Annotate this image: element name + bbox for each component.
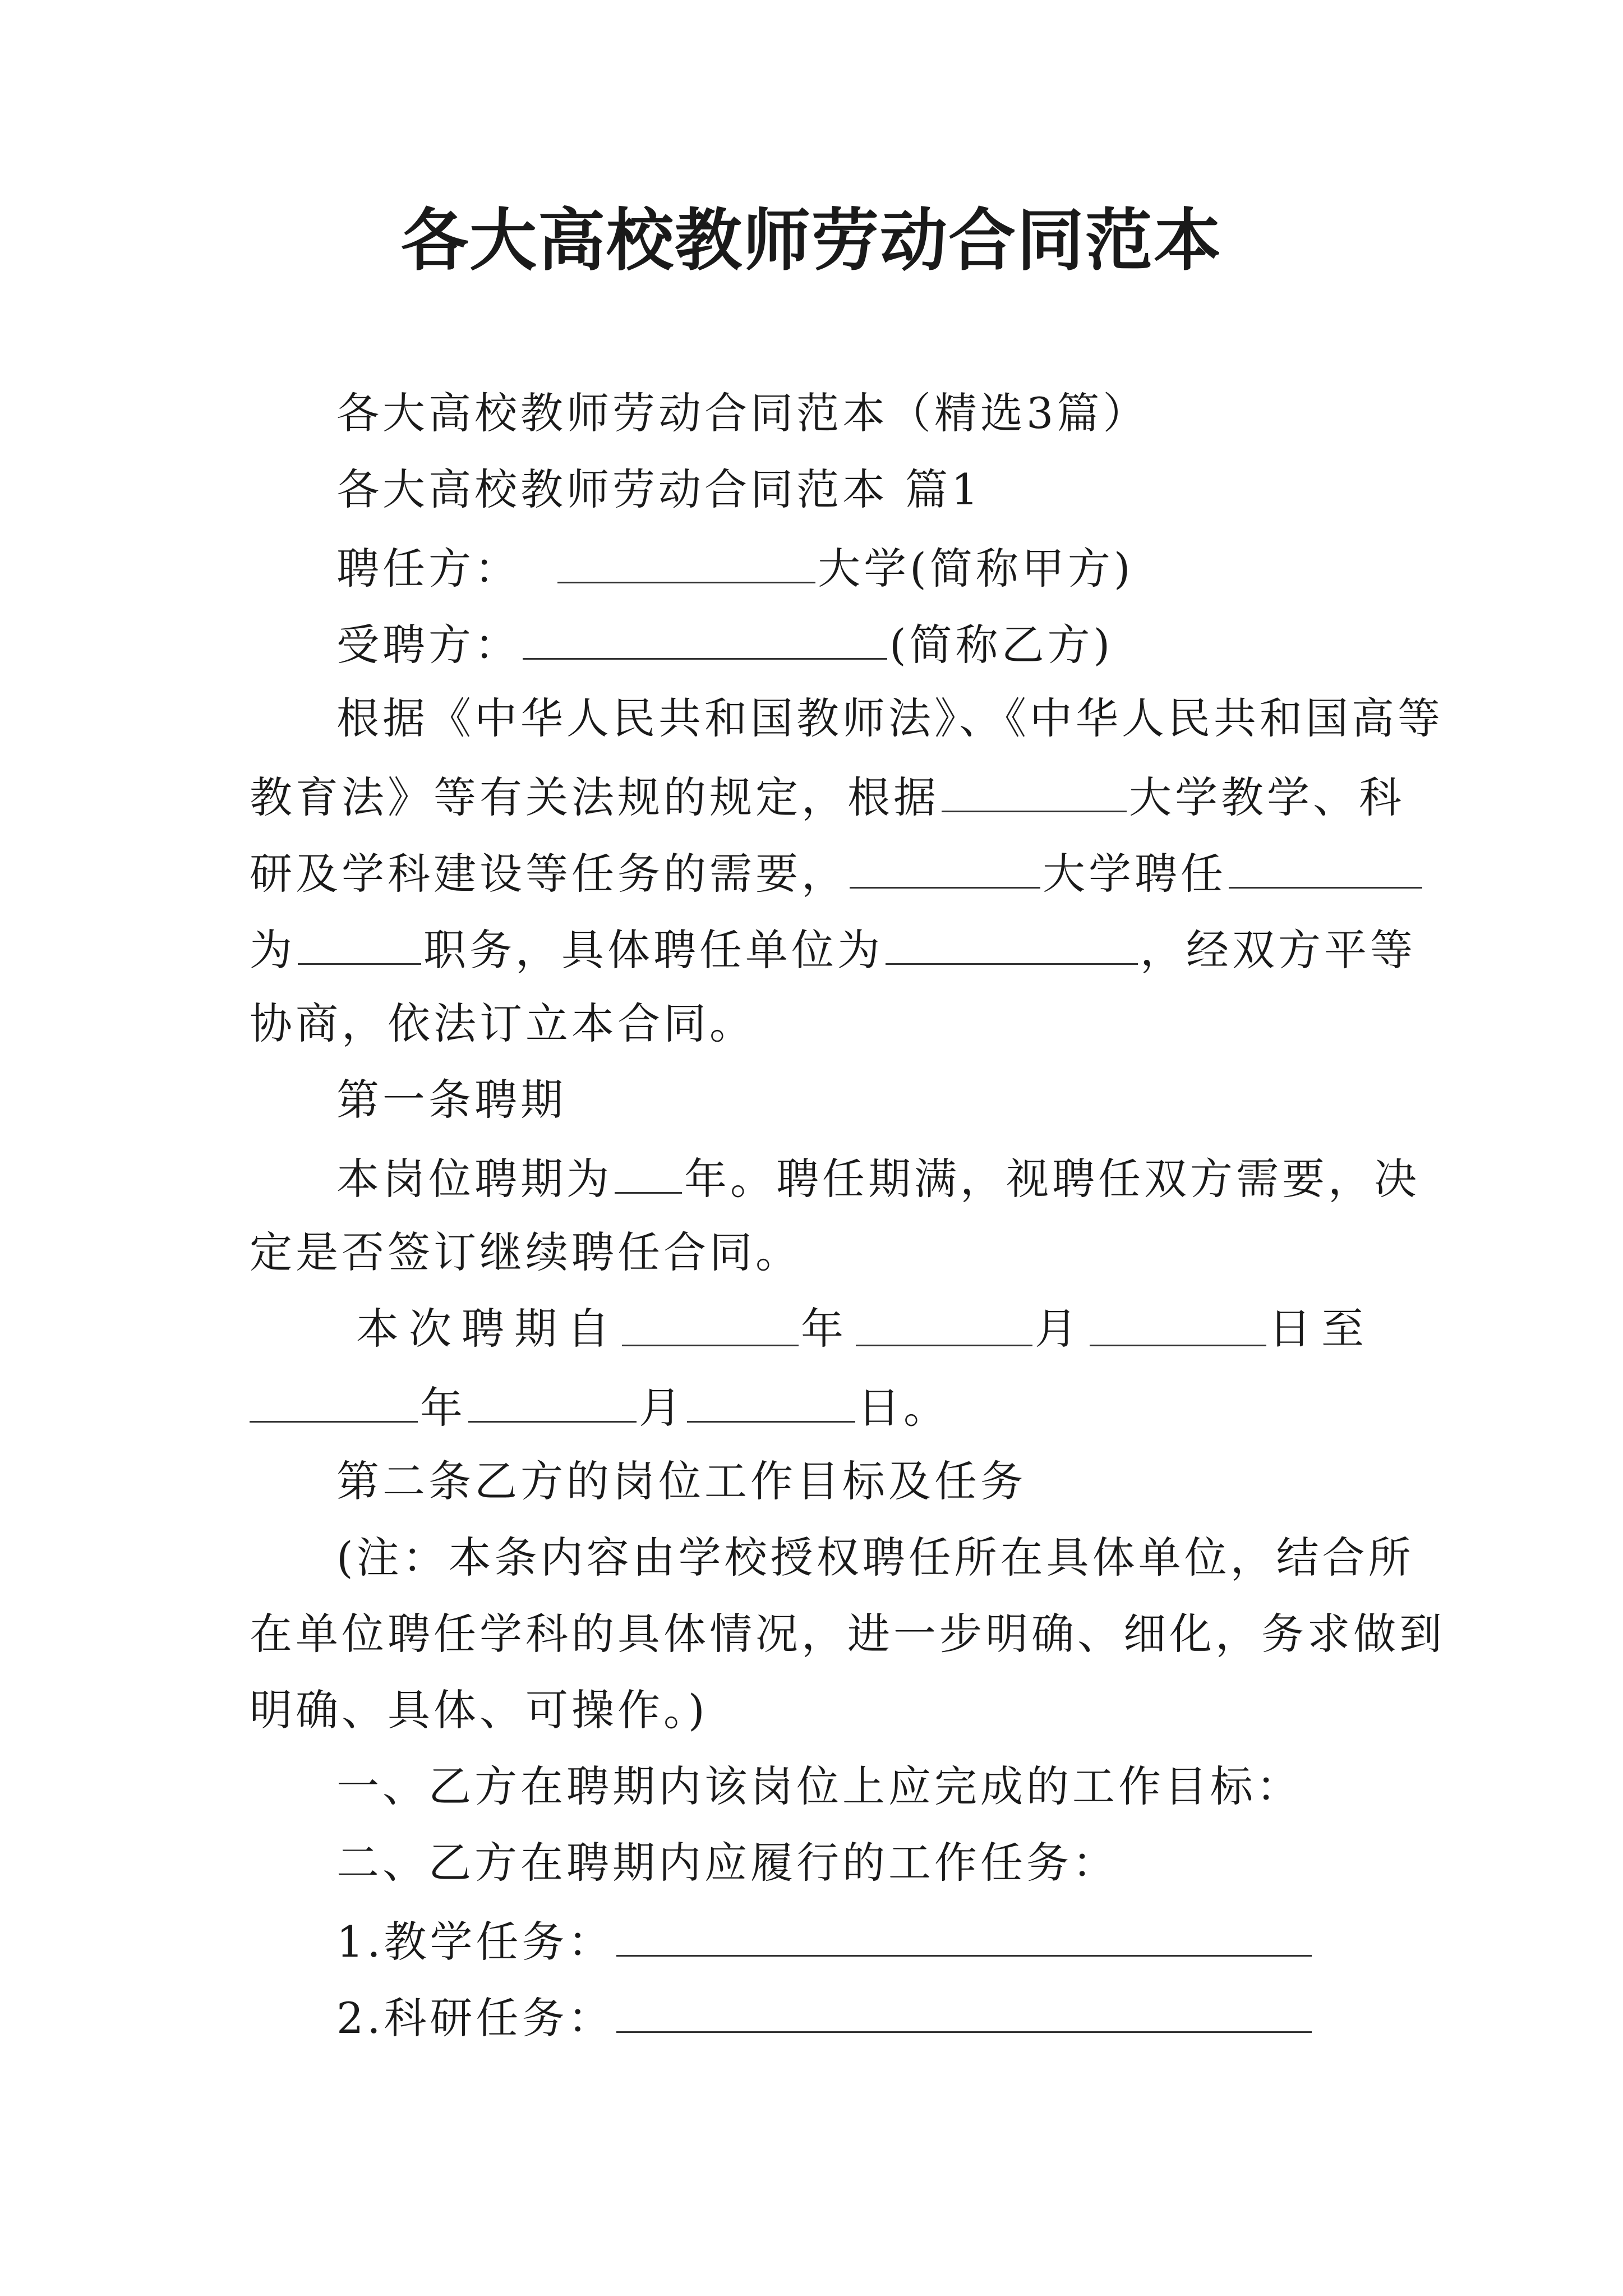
end-month-label: 月 — [639, 1383, 685, 1433]
note-line3: 明确、具体、可操作。) — [250, 1685, 708, 1735]
paragraph-line — [250, 1148, 1420, 1207]
unit-blank — [886, 919, 1138, 965]
start-month-blank — [856, 1301, 1032, 1346]
paragraph-line — [250, 1682, 1374, 1738]
subtitle-line — [250, 385, 1374, 441]
employer-line — [250, 538, 1374, 597]
p1-line2-b: 大学教学、科 — [1129, 772, 1405, 822]
article2-heading: 第二条乙方的岗位工作目标及任务 — [336, 1456, 1026, 1506]
list-item — [250, 1987, 1374, 2046]
paragraph-line — [250, 1225, 1374, 1281]
end-day-label: 日。 — [857, 1383, 949, 1433]
p1-line1: 根据《中华人民共和国教师法》、《中华人民共和国高等 — [336, 693, 1444, 743]
tasks-item: 二、乙方在聘期内应履行的工作任务： — [336, 1838, 1118, 1888]
note-line2: 在单位聘任学科的具体情况，进一步明确、细化，务求做到 — [250, 1609, 1445, 1659]
term-start-label: 本次聘期自 — [356, 1304, 620, 1354]
art1-line2: 定是否签订继续聘任合同。 — [250, 1227, 801, 1277]
p1-line5: 协商，依法订立本合同。 — [250, 999, 755, 1048]
paragraph-line — [250, 1606, 1445, 1662]
appointee-blank — [1229, 843, 1422, 889]
p1-line4-a: 为 — [250, 925, 296, 975]
article1-heading: 第一条聘期 — [336, 1075, 566, 1125]
teaching-task-label: 1.教学任务： — [336, 1917, 614, 1967]
end-day-blank — [687, 1377, 855, 1423]
p1-line2-a: 教育法》等有关法规的规定，根据 — [250, 772, 939, 822]
p1-line4-b: 职务，具体聘任单位为 — [423, 925, 883, 975]
article-heading-line — [250, 1453, 1374, 1510]
list-item — [250, 1835, 1374, 1891]
term-end-line — [250, 1377, 1374, 1436]
term-year-label: 年 — [801, 1304, 854, 1354]
p1-line3-b: 大学聘任 — [1043, 849, 1227, 899]
research-task-blank — [616, 1987, 1312, 2033]
employee-suffix: (简称乙方) — [889, 620, 1114, 670]
research-task-label: 2.科研任务： — [336, 1993, 614, 2043]
end-month-blank — [468, 1377, 637, 1423]
term-month-label: 月 — [1035, 1304, 1087, 1354]
employer-label: 聘任方： — [336, 544, 520, 593]
end-year-blank — [250, 1377, 418, 1423]
p1-line4-c: ，经双方平等 — [1140, 925, 1416, 975]
employer-name-blank — [557, 538, 815, 583]
end-year-label: 年 — [420, 1383, 466, 1433]
start-day-blank — [1090, 1301, 1266, 1346]
list-item — [250, 1759, 1374, 1815]
paragraph-line — [250, 691, 1444, 747]
paragraph-line — [250, 1530, 1414, 1586]
subtitle-text: 各大高校教师劳动合同范本（精选3篇） — [336, 388, 1149, 438]
art1-line1-b: 年。聘任期满，视聘任双方需要，决 — [684, 1154, 1420, 1204]
university-blank — [942, 767, 1127, 812]
article-heading-line — [250, 1072, 1374, 1128]
employee-line — [250, 614, 1374, 673]
start-year-blank — [622, 1301, 799, 1346]
list-item — [250, 1911, 1374, 1970]
employer-suffix: 大学(简称甲方) — [818, 544, 1134, 593]
years-blank — [615, 1148, 682, 1194]
university-blank — [850, 843, 1040, 889]
goal-item: 一、乙方在聘期内该岗位上应完成的工作目标： — [336, 1761, 1302, 1811]
p1-line3-a: 研及学科建设等任务的需要， — [250, 849, 847, 899]
position-blank — [298, 919, 421, 965]
document-title: 各大高校教师劳动合同范本 — [401, 202, 1222, 280]
term-day-to-label: 日至 — [1269, 1304, 1374, 1354]
section-heading: 各大高校教师劳动合同范本 篇1 — [336, 464, 982, 514]
employee-label: 受聘方： — [336, 620, 520, 670]
art1-line1-a: 本岗位聘期为 — [336, 1154, 612, 1204]
employee-name-blank — [523, 614, 887, 660]
paragraph-line — [250, 843, 1374, 902]
paragraph-line — [250, 996, 1374, 1052]
paragraph-line — [250, 767, 1405, 826]
term-start-line — [250, 1301, 1374, 1357]
note-line1: (注：本条内容由学校授权聘任所在具体单位，结合所 — [336, 1533, 1414, 1582]
teaching-task-blank — [616, 1911, 1312, 1957]
paragraph-line — [250, 919, 1416, 978]
section-heading-line — [250, 462, 1374, 518]
